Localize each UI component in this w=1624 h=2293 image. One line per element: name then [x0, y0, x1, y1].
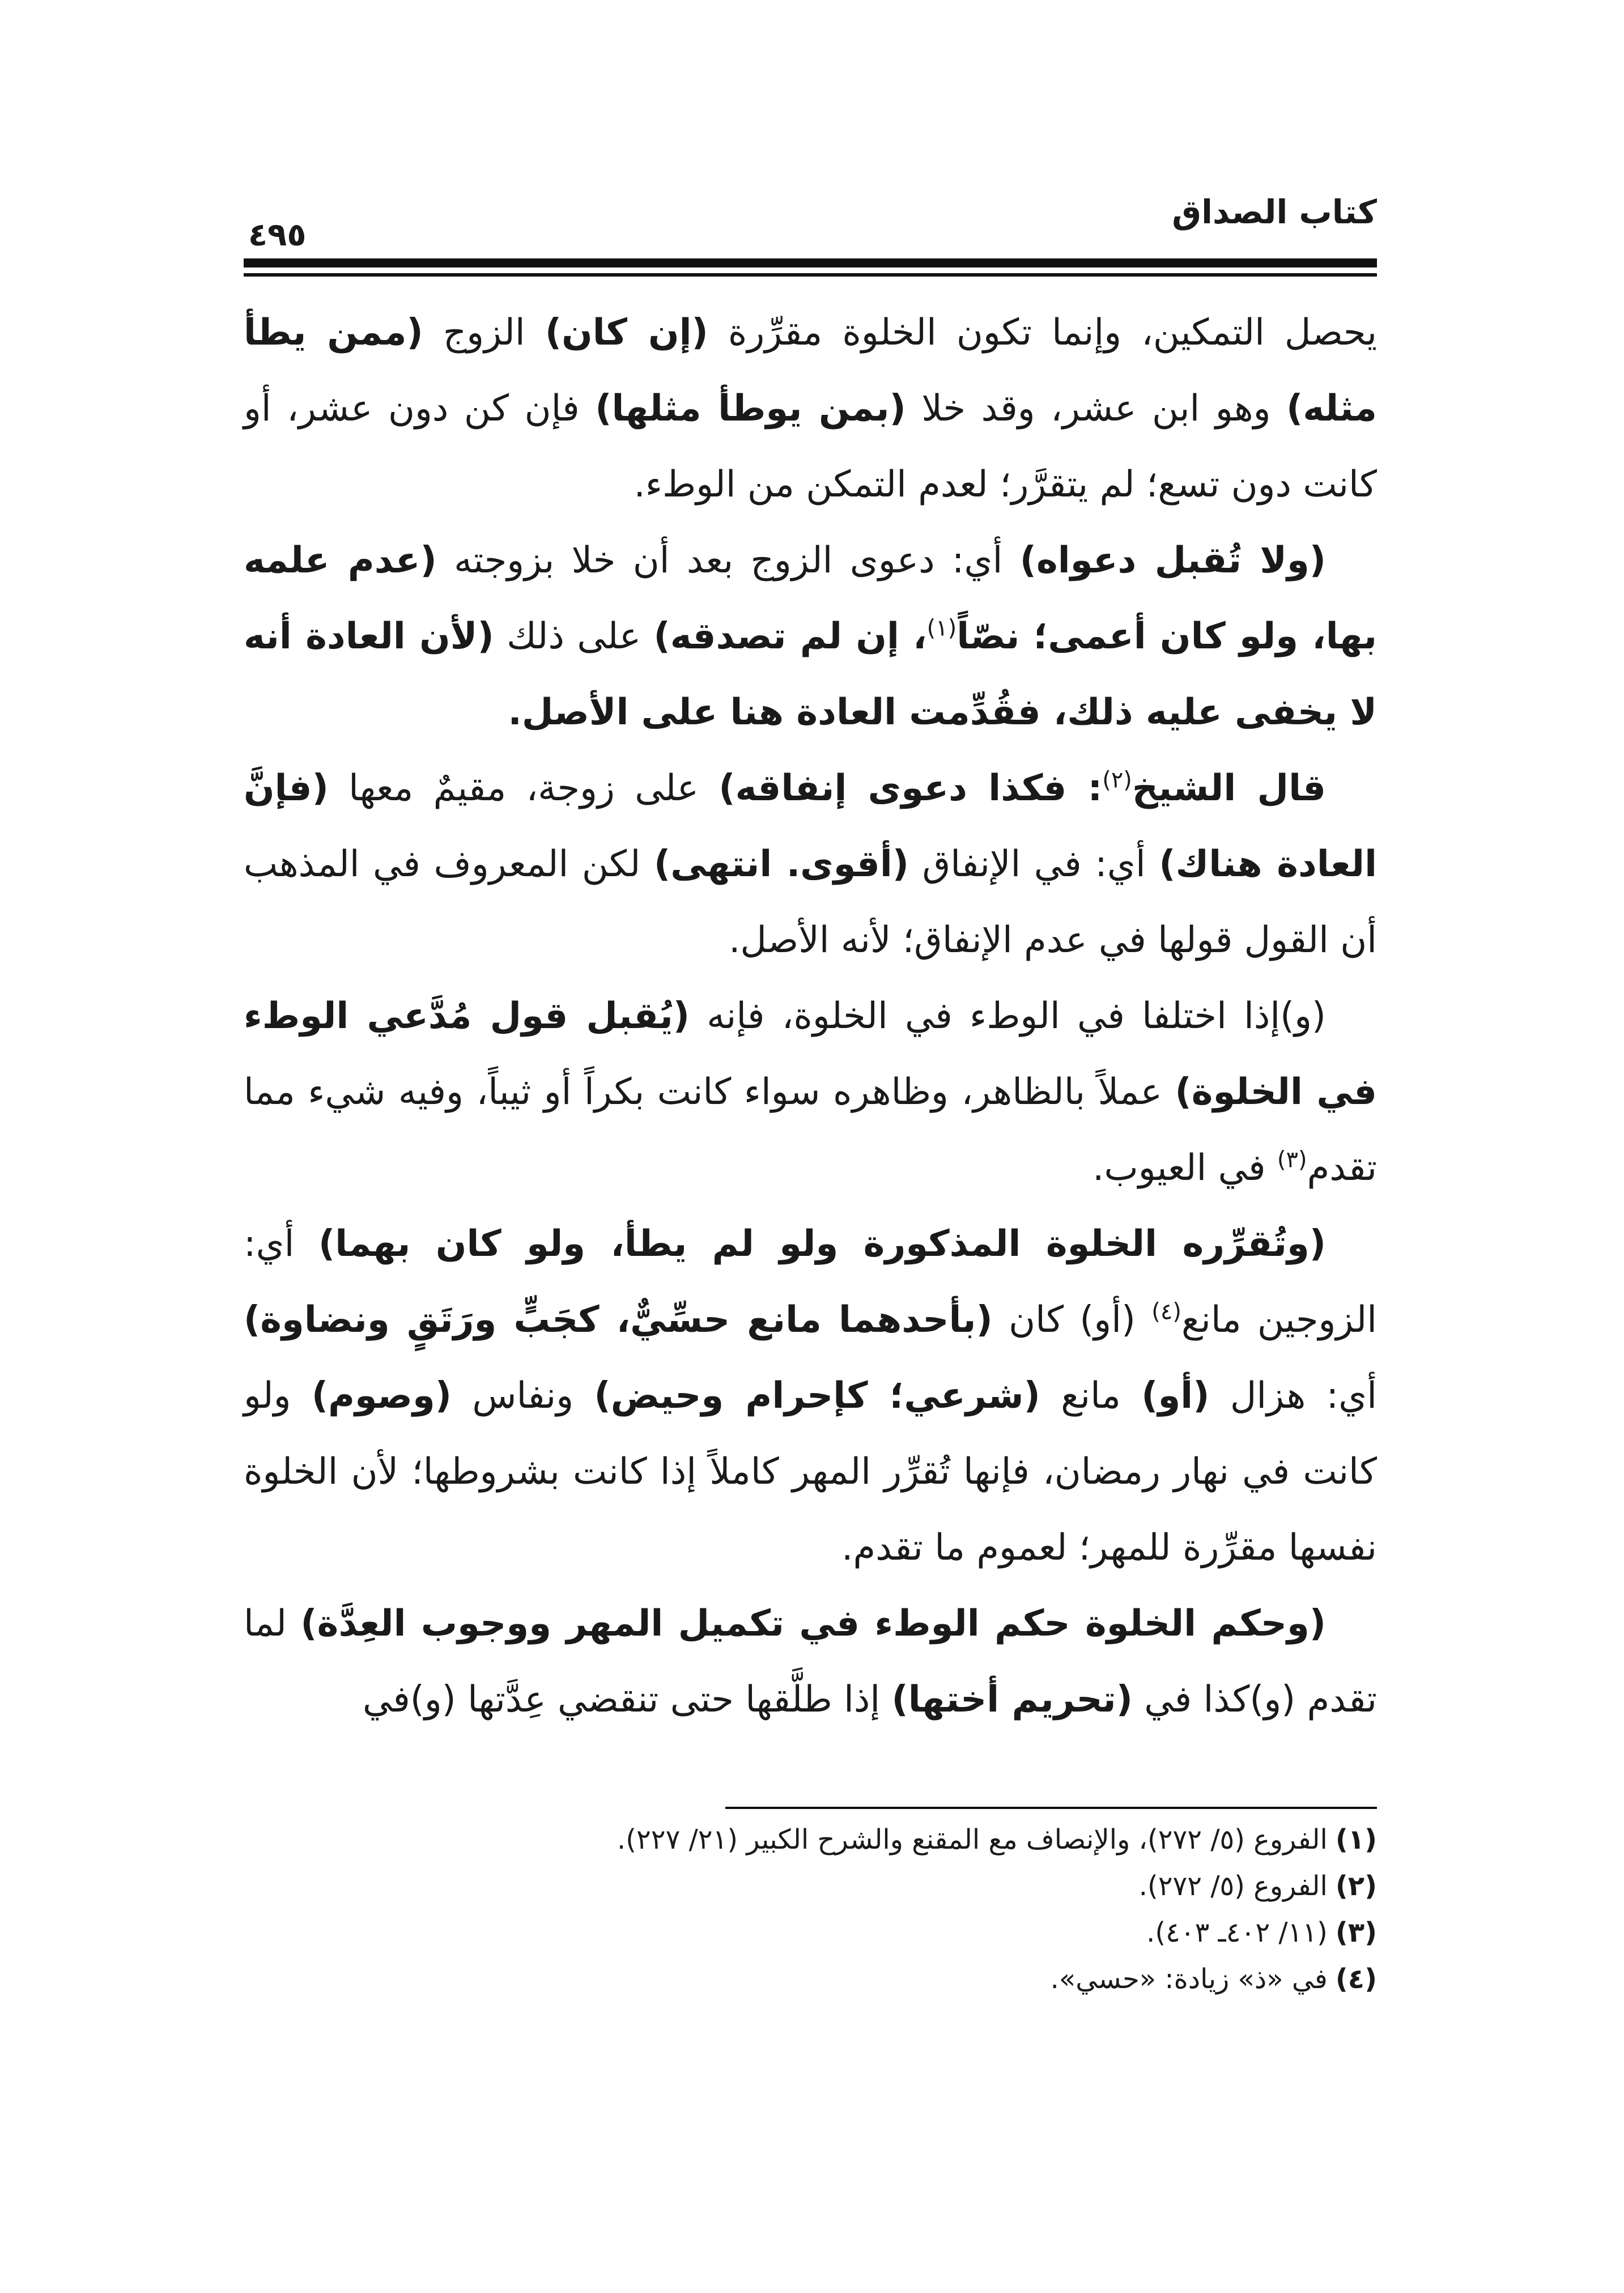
paragraph-5	[244, 1206, 1377, 1586]
text-run: عملاً بالظاهر، وظاهره سواء كانت بكراً أو ثيباً، وفيه شيء مما تقدم	[244, 1071, 1377, 1189]
running-title: كتاب الصداق	[1172, 193, 1377, 231]
page-header	[244, 187, 1377, 253]
footnote-number: (١)	[1335, 1824, 1377, 1855]
paragraph-2	[244, 523, 1377, 750]
text-run: على زوجة، مقيمٌ معها	[328, 767, 719, 809]
text-run-bold: (وصوم)	[311, 1375, 452, 1417]
footnote-text: الفروع (٥/ ٢٧٢)، والإنصاف مع المقنع والشرح الكبير (٢١/ ٢٢٧).	[617, 1824, 1328, 1855]
footnote-3	[244, 1909, 1377, 1956]
text-run: ولو كانت في نهار رمضان، فإنها تُقرِّر المهر كاملاً إذا كانت بشروطها؛ لأن الخلوة نفسها مقرِّرة للمهر؛ لعموم ما تقدم.	[244, 1375, 1377, 1569]
text-run-bold: (يُقبل قول مُدَّعي الوطء في الخلوة)	[244, 995, 1378, 1113]
text-run: لكن المعروف في المذهب أن القول قولها في عدم الإنفاق؛ لأنه الأصل.	[244, 843, 1377, 961]
text-run-bold: ، إن لم تصدقه)	[653, 615, 927, 657]
footnote-ref-4[interactable]: (٤)	[1151, 1298, 1181, 1325]
text-run-bold: (ولا تُقبل دعواه)	[1019, 540, 1327, 581]
text-run-bold: (وتُقرِّره الخلوة المذكورة ولو لم يطأ، ولو كان بهما)	[318, 1223, 1327, 1265]
text-run-bold: (تحريم أختها)	[891, 1679, 1133, 1721]
text-run: (و)في	[362, 1679, 456, 1721]
main-text	[244, 295, 1377, 1738]
footnote-ref-2[interactable]: (٢)	[1102, 767, 1132, 793]
footnote-4	[244, 1956, 1377, 2002]
paragraph-1	[244, 295, 1377, 523]
text-run: أي: دعوى الزوج بعد أن خلا بزوجته	[436, 540, 1020, 581]
text-run-bold: : فكذا دعوى إنفاقه)	[719, 767, 1103, 809]
text-run: إذا طلَّقها حتى تنقضي عِدَّتها	[456, 1679, 892, 1721]
text-run: أي: هزال	[1209, 1375, 1378, 1417]
footnote-number: (٢)	[1335, 1870, 1377, 1902]
footnote-2	[244, 1863, 1377, 1909]
footnote-separator	[725, 1807, 1377, 1809]
text-run-bold: قال الشيخ	[1132, 767, 1327, 809]
footnote-number: (٤)	[1335, 1963, 1377, 1995]
text-run: الزوج	[423, 312, 545, 354]
header-rule-thin	[244, 273, 1377, 277]
text-run: أي: الزوجين مانع	[244, 1223, 1377, 1341]
paragraph-6	[244, 1586, 1377, 1738]
text-run-bold: (أو)	[1141, 1375, 1210, 1417]
text-run-bold: (عدم علمه بها، ولو كان أعمى؛ نصّاً	[244, 540, 1378, 657]
text-run-bold: (أقوى. انتهى)	[653, 843, 909, 885]
text-run: (أو) كان	[992, 1299, 1152, 1341]
text-run: فإن كن دون عشر، أو كانت دون تسع؛ لم يتقرَّر؛ لعدم التمكن من الوطء.	[244, 388, 1377, 506]
text-run-bold: (إن كان)	[545, 312, 708, 354]
text-run: على ذلك	[494, 615, 654, 657]
text-run: (و)إذا اختلفا في الوطء في الخلوة، فإنه	[690, 995, 1327, 1037]
footnotes	[244, 1816, 1377, 2002]
footnote-ref-1[interactable]: (١)	[926, 615, 957, 642]
paragraph-4	[244, 978, 1377, 1206]
text-run: لما تقدم	[244, 1603, 1377, 1721]
footnote-ref-3[interactable]: (٣)	[1277, 1146, 1307, 1173]
text-run: وهو ابن عشر، وقد خلا	[905, 388, 1287, 430]
text-run: يحصل التمكين، وإنما تكون الخلوة مقرِّرة	[708, 312, 1378, 354]
page-number: ٤٩٥	[248, 216, 307, 253]
text-run-bold: (ممن يطأ مثله)	[244, 312, 1378, 430]
text-run: في العيوب.	[1092, 1147, 1277, 1189]
text-run: (و)كذا في	[1132, 1679, 1296, 1721]
text-run-bold: (فإنَّ العادة هناك)	[244, 767, 1378, 885]
text-run-bold: (وحكم الخلوة حكم الوطء في تكميل المهر ووجوب العِدَّة)	[300, 1603, 1327, 1645]
text-run-bold: (بمن يوطأ مثلها)	[595, 388, 906, 430]
footnote-text: الفروع (٥/ ٢٧٢).	[1138, 1870, 1328, 1902]
footnote-text: في «ذ» زيادة: «حسي».	[1050, 1963, 1328, 1995]
footnote-1	[244, 1816, 1377, 1863]
header-rule-thick	[244, 258, 1377, 267]
footnote-text: (١١/ ٤٠٢ـ ٤٠٣).	[1146, 1917, 1328, 1948]
text-run: ونفاس	[452, 1375, 594, 1417]
text-run-bold: (شرعي؛ كإحرام وحيض)	[594, 1375, 1040, 1417]
text-run-bold: (لأن العادة أنه لا يخفى عليه ذلك، فقُدِّمت العادة هنا على الأصل.	[244, 615, 1377, 733]
text-run: مانع	[1040, 1375, 1142, 1417]
text-run: أي: في الإنفاق	[909, 843, 1159, 885]
paragraph-3	[244, 750, 1377, 978]
footnote-number: (٣)	[1335, 1917, 1377, 1948]
text-run-bold: (بأحدهما مانع حسِّيٌّ، كجَبٍّ ورَتَقٍ ونضاوة)	[244, 1299, 993, 1341]
